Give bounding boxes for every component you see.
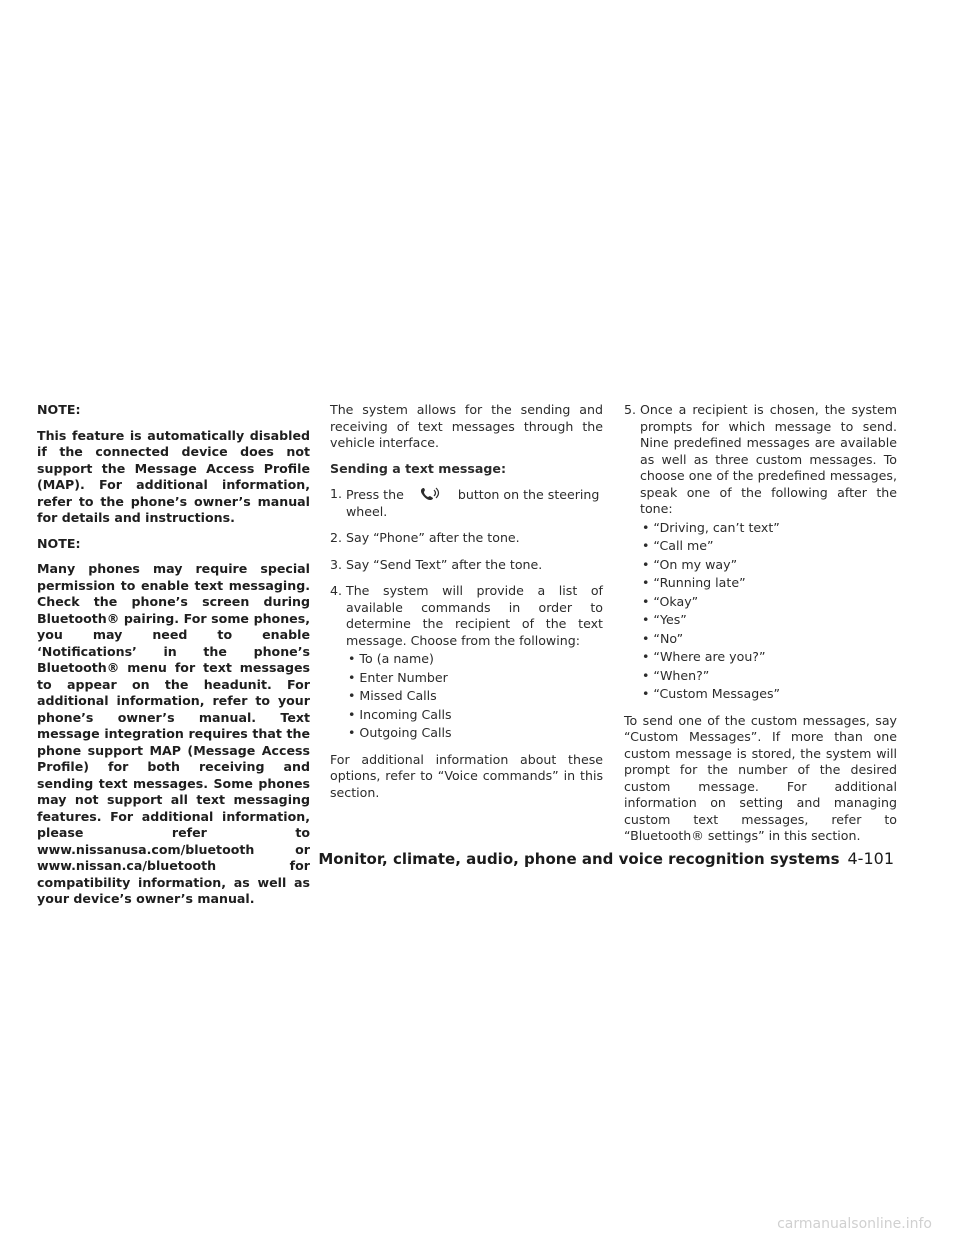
step-item: 1. Press the button on the steering wheel. xyxy=(330,486,600,519)
list-item: • “On my way” xyxy=(642,556,738,572)
section-title: Monitor, climate, audio, phone and voice recognition systems xyxy=(318,850,840,868)
outro-paragraph: To send one of the custom messages, say “Custom Messages”. If more than one custom message is stored, the system will prompt for the number of the desired custom message. For additional information on setting and managing custom text messages, refer to “Bluetooth® settings” in this section. xyxy=(624,712,897,843)
list-item: • “Where are you?” xyxy=(642,649,766,664)
list-item: • “Yes” xyxy=(642,612,687,627)
note-body: Many phones may require special permission to enable text messaging. Check the phone’s screen during Bluetooth® pairing. For some phones, you may need to enable ‘Notifications’ in the phone’s Bluetooth® menu for text messages to appear on the headunit. For additional information, refer to your phone’s owner’s manual. Text message integration requires that the phone support MAP (Message Access Profile) for both receiving and sending text messages. Some phones may not support all text messaging features. For additional information, please refer to www.nissanusa.com/bluetooth or www.nissan.ca/bluetooth for compatibility information, as well as your device’s owner’s manual. xyxy=(37,561,310,906)
section-heading: Sending a text message: xyxy=(330,460,506,476)
watermark: carmanualsonline.info xyxy=(777,1216,932,1232)
column-middle xyxy=(330,402,603,810)
list-item: • Incoming Calls xyxy=(348,706,452,722)
list-item: • “Custom Messages” xyxy=(642,686,781,701)
option-list xyxy=(346,651,603,742)
list-item: • “Driving, can’t text” xyxy=(642,519,780,535)
list-item: • “Call me” xyxy=(642,538,714,553)
page-footer xyxy=(318,849,894,868)
note-heading: NOTE: xyxy=(37,535,81,551)
outro-paragraph: For additional information about these options, refer to “Voice commands” in this section. xyxy=(330,751,603,800)
list-item: • Enter Number xyxy=(348,669,448,685)
intro-paragraph: The system allows for the sending and receiving of text messages through the vehicle interface. xyxy=(330,402,603,450)
list-item: • Outgoing Calls xyxy=(348,725,452,740)
note-heading: NOTE: xyxy=(37,402,81,417)
list-item: • “When?” xyxy=(642,667,710,683)
page-number: 4-101 xyxy=(847,849,894,868)
step-item: 5. Once a recipient is chosen, the system prompts for which message to send. Nine predefined messages are available as well as three custom messages. To choose one of the predefined messages, speak one of the following after the tone: • “Driving, can’t text” • “Call me” • “On my way” • “Running late” • “Okay” • “Yes” • “No” • “Where are you?” • “When?” • “Custom Messages” xyxy=(624,402,897,701)
step-item: 4. The system will provide a list of available commands in order to determine the recipient of the text message. Choose from the following: • To (a name) • Enter Number • Missed Calls • Incoming Calls • Outgoing Calls xyxy=(330,583,603,740)
list-item: • “No” xyxy=(642,630,684,646)
message-list xyxy=(640,520,897,703)
column-left xyxy=(37,402,310,917)
list-item: • To (a name) xyxy=(348,651,434,666)
list-item: • Missed Calls xyxy=(348,688,437,703)
note-body: This feature is automatically disabled if the connected device does not support the Message Access Profile (MAP). For additional information, refer to the phone’s owner’s manual for details and instructions. xyxy=(37,427,310,525)
step-item: 2. Say “Phone” after the tone. xyxy=(330,530,520,545)
list-item: • “Running late” xyxy=(642,575,746,590)
phone-voice-icon xyxy=(411,486,451,502)
step-item: 3. Say “Send Text” after the tone. xyxy=(330,556,543,572)
list-item: • “Okay” xyxy=(642,593,699,609)
column-right xyxy=(624,402,897,854)
